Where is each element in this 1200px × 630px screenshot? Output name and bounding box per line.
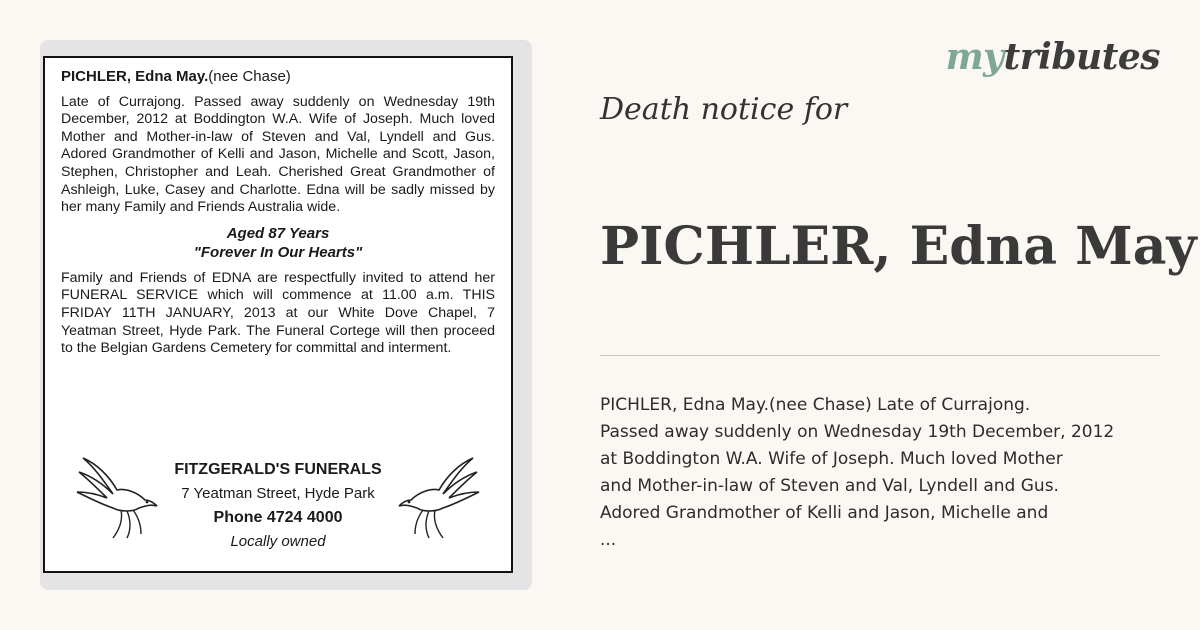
notice-excerpt xyxy=(600,392,1195,554)
mytributes-logo[interactable] xyxy=(946,36,1160,78)
logo-tributes: tributes xyxy=(1003,36,1160,78)
excerpt-line: and Mother-in-law of Steven and Val, Lyndell and Gus. xyxy=(600,476,1059,496)
notice-verse: "Forever In Our Hearts" xyxy=(193,243,363,261)
funeral-home-details xyxy=(45,458,511,554)
notice-paragraph-2: Family and Friends of EDNA are respectfully invited to attend her FUNERAL SERVICE which will commence at 11.00 a.m. THIS FRIDAY 11TH JANUARY, 2013 at our White Dove Chapel, 7 Yeatman Street, Hyde Park. The Funeral Cortege will then proceed to the Belgian Gardens Cemetery for committal and interment. xyxy=(61,269,495,357)
excerpt-line: at Boddington W.A. Wife of Joseph. Much loved Mother xyxy=(600,449,1063,469)
excerpt-ellipsis: ... xyxy=(600,530,617,550)
deceased-name: PICHLER, Edna May xyxy=(600,216,1197,277)
logo-my: my xyxy=(945,36,1004,78)
funeral-home-address: 7 Yeatman Street, Hyde Park xyxy=(181,485,375,502)
excerpt-line: PICHLER, Edna May.(nee Chase) Late of Currajong. xyxy=(600,395,1031,415)
funeral-home-name: FITZGERALD'S FUNERALS xyxy=(174,461,382,478)
excerpt-line: Adored Grandmother of Kelli and Jason, Michelle and xyxy=(600,503,1049,523)
notice-age: Aged 87 Years xyxy=(226,224,330,242)
notice-heading xyxy=(61,68,495,86)
notice-paragraph-1: Late of Currajong. Passed away suddenly on Wednesday 19th December, 2012 at Boddington W.A. Wife of Joseph. Much loved Mother and Mother-in-law of Steven and Val, Lyndell and Gus. Adored Grandmother of Kelli and Jason, Michelle and Scott, Jason, Stephen, Christopher and Leah. Cherished Great Grandmother of Ashleigh, Luke, Casey and Charlotte. Edna will be sadly missed by her many Family and Friends Australia wide. xyxy=(61,93,495,216)
death-notice-clipping xyxy=(43,56,513,573)
notice-heading-name: PICHLER, Edna May. xyxy=(61,68,209,85)
funeral-home-block xyxy=(45,450,511,560)
funeral-home-tagline: Locally owned xyxy=(230,533,326,550)
notice-heading-nee: (nee Chase) xyxy=(208,68,291,85)
divider xyxy=(600,355,1160,356)
funeral-home-phone: Phone 4724 4000 xyxy=(213,509,343,526)
page-subtitle: Death notice for xyxy=(600,92,848,127)
excerpt-line: Passed away suddenly on Wednesday 19th December, 2012 xyxy=(600,422,1115,442)
